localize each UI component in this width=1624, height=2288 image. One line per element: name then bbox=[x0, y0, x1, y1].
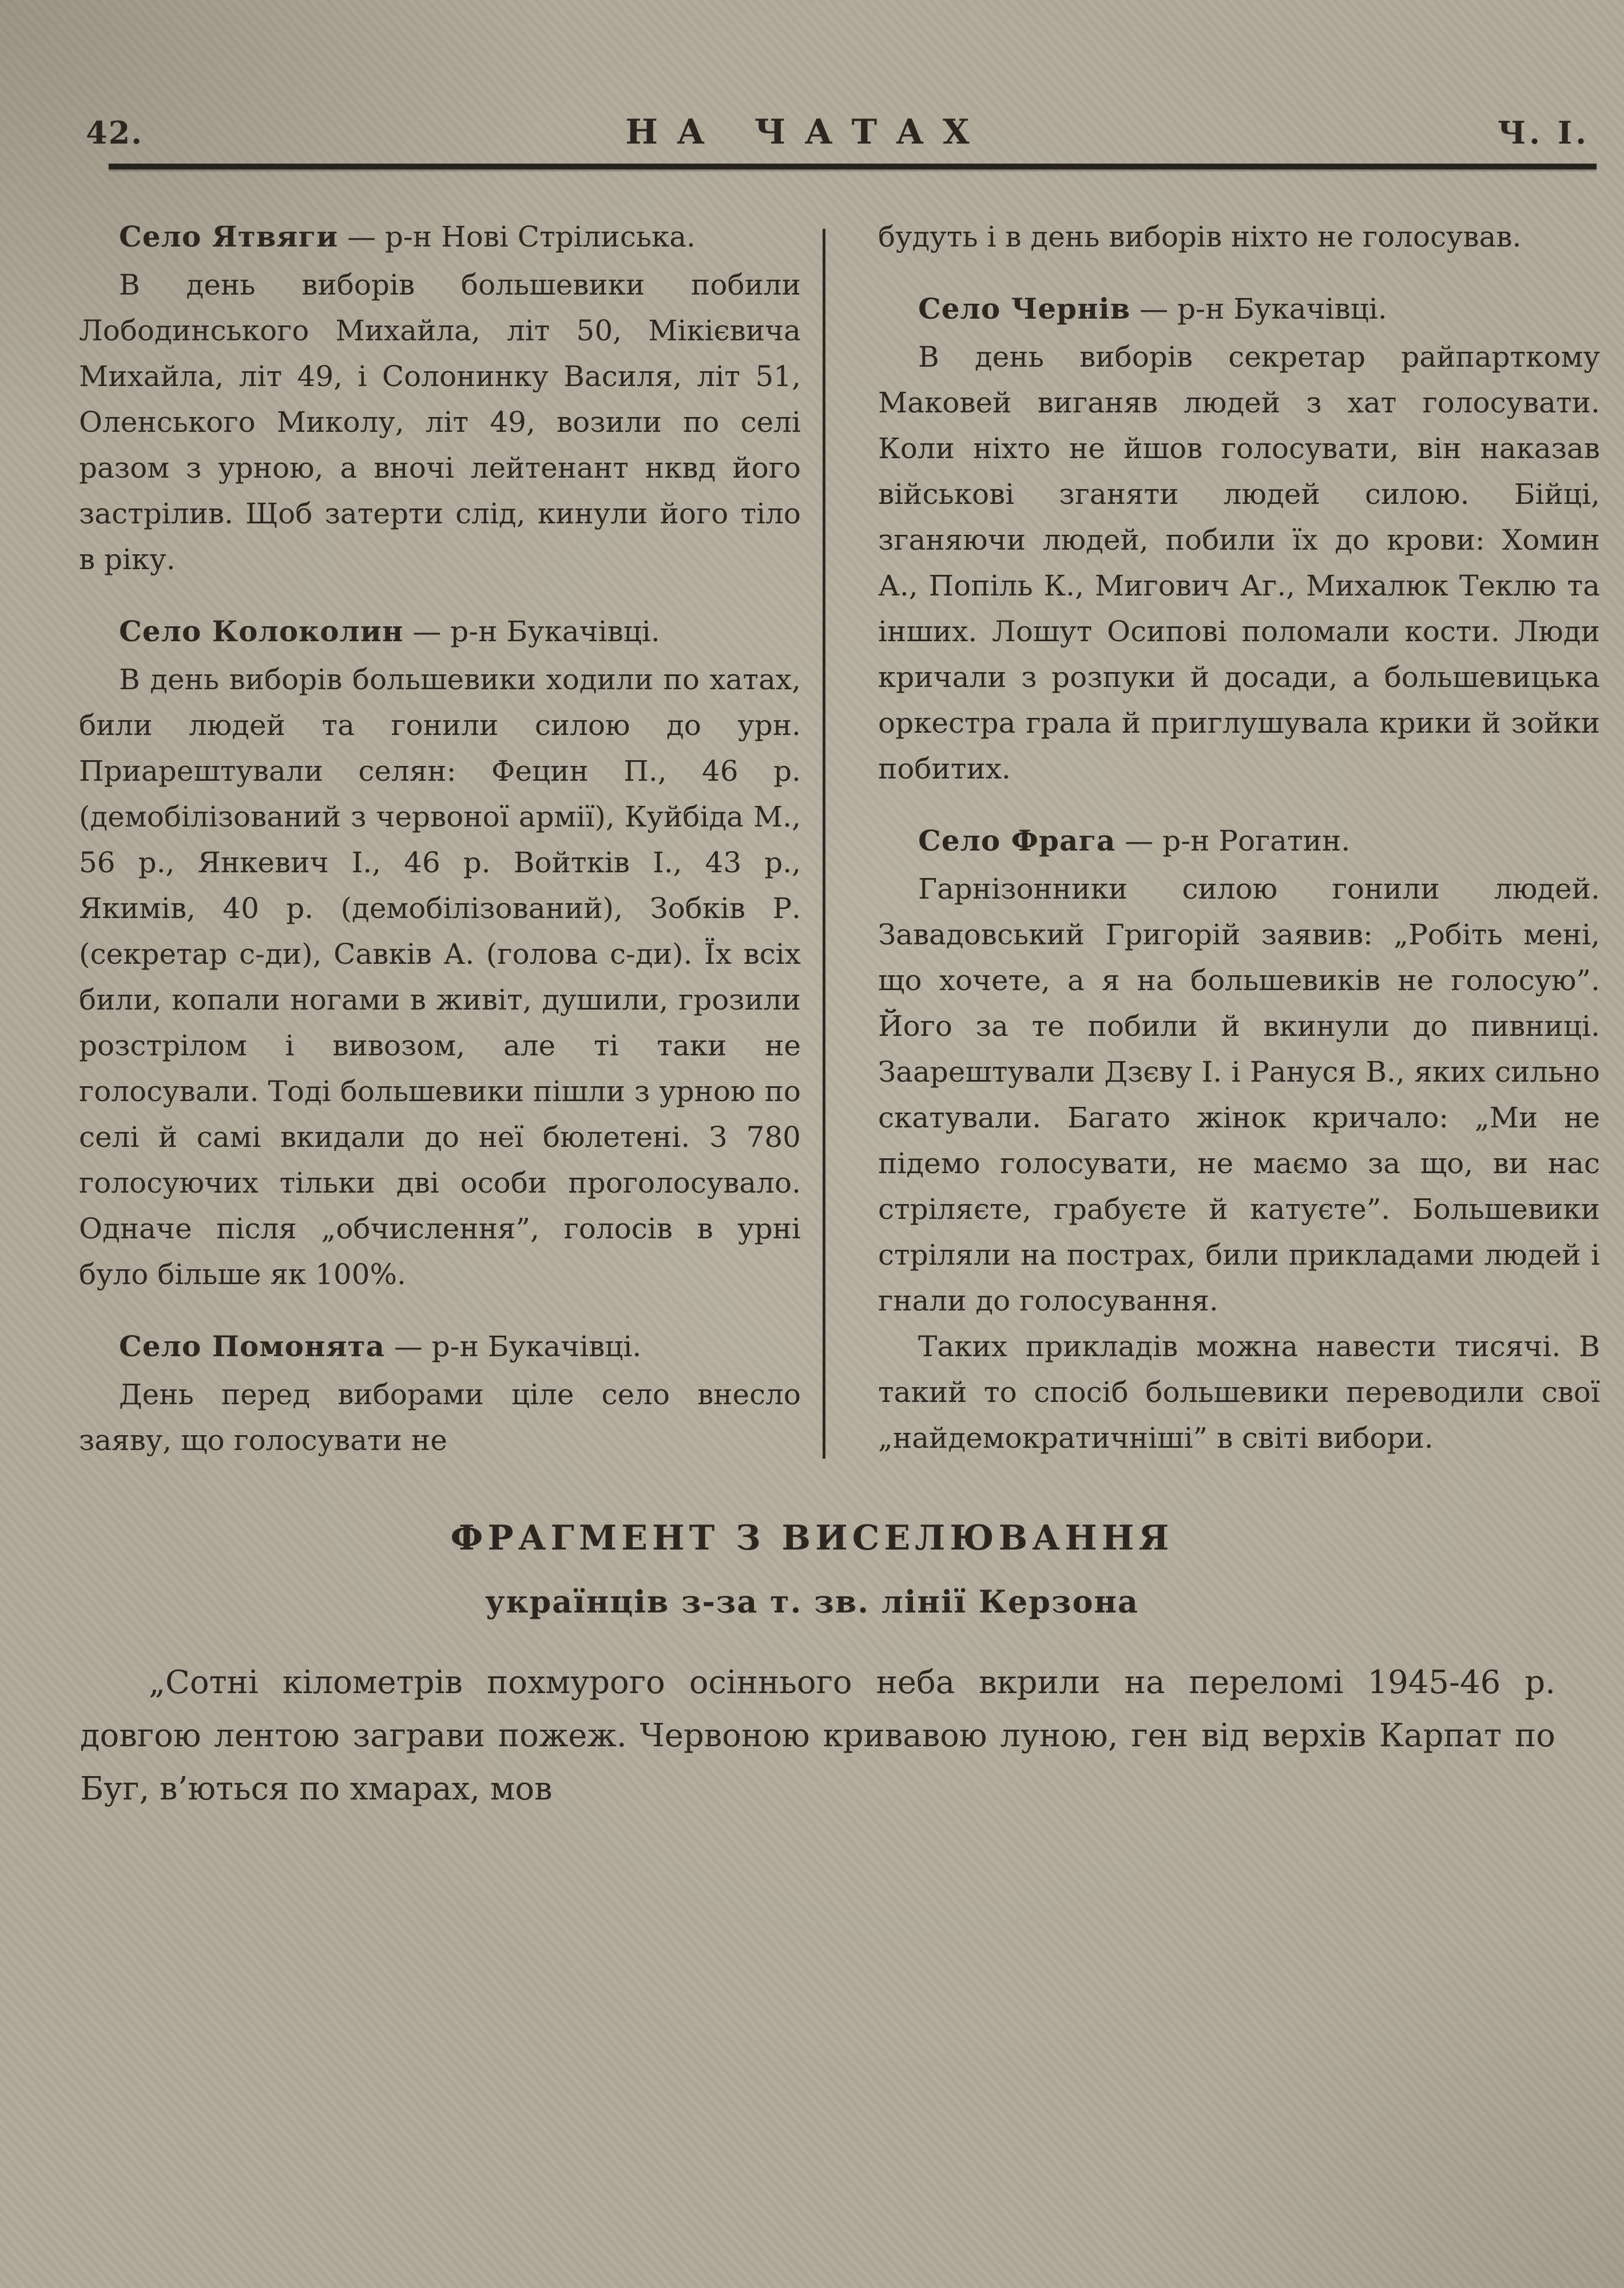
village-name: Село Колоколин bbox=[119, 614, 404, 648]
district-label: — р-н Букачівці. bbox=[403, 615, 660, 648]
district-label: — р-н Рогатин. bbox=[1115, 824, 1351, 857]
village-heading bbox=[79, 214, 801, 260]
village-heading bbox=[79, 609, 801, 654]
right-column bbox=[825, 214, 1600, 1463]
body-paragraph: В день виборів большевики ходили по хатах, били людей та гонили силою до урн. Приарештували селян: Фецин П., 46 р. (демобілізований з червоної армії), Куйбіда М., 56 р., Янкевич І., 46 р. Войтків І., 43 р., Якимів, 40 р. (демобілізований), Зобків Р. (секретар с-ди), Савків А. (голова с-ди). Їх всіх били, копали ногами в живіт, душили, грозили розстрілом і вивозом, але ті таки не голосували. Тоді большевики пішли з урною по селі й самі вкидали до неї бюлетені. З 780 голосуючих тільки дві особи проголосувало. Одначе після „обчислення”, голосів в урні було більше як 100%. bbox=[79, 663, 801, 1291]
two-column-body bbox=[0, 169, 1624, 1463]
header-rule bbox=[109, 164, 1597, 169]
village-name: Село Ятвяги bbox=[119, 220, 339, 253]
village-name: Село Чернів bbox=[918, 292, 1131, 325]
footer-section bbox=[0, 1518, 1624, 1816]
body-paragraph: День перед виборами ціле село внесло заяву, що голосувати не bbox=[79, 1378, 801, 1457]
body-paragraph-continuation: будуть і в день виборів ніхто не голосував. bbox=[878, 220, 1522, 253]
section-title: ФРАГМЕНТ З ВИСЕЛЮВАННЯ bbox=[450, 1518, 1174, 1558]
section-paragraph: „Сотні кілометрів похмурого осіннього неба вкрили на переломі 1945-46 р. довгою лентою заграви пожеж. Червоною кривавою луною, ген від верхів Карпат по Буг, в’ються по хмарах, мов bbox=[80, 1664, 1555, 1808]
body-paragraph: В день виборів секретар райпарткому Маковей виганяв людей з хат голосувати. Коли ніхто не йшов голосувати, він наказав військові зганяти людей силою. Бійці, зганяючи людей, побили їх до крови: Хомин А., Попіль К., Мигович Аг., Михалюк Теклю та інших. Лошут Осипові поломали кости. Люди кричали з розпуки й досади, а большевицька оркестра грала й приглушувала крики й зойки побитих. bbox=[878, 340, 1600, 785]
masthead-title: НА ЧАТАХ bbox=[625, 112, 988, 152]
body-paragraph: Гарнізонники силою гонили людей. Завадовський Григорій заявив: „Робіть мені, що хочете, а я на большевиків не голосую”. Його за те побили й вкинули до пивниці. Заарештували Дзєву І. і Рануся В., яких сильно скатували. Багато жінок кричало: „Ми не підемо голосувати, не маємо за що, ви нас стріляєте, грабуєте й катуєте”. Большевики стріляли на пострах, били прикладами людей і гнали до голосування. bbox=[878, 872, 1600, 1317]
village-heading bbox=[79, 1324, 801, 1369]
body-paragraph: В день виборів большевики побили Лободинського Михайла, літ 50, Мікієвича Михайла, літ 49, і Солонинку Василя, літ 51, Оленського Миколу, літ 49, возили по селі разом з урною, а вночі лейтенант нквд його застрілив. Щоб затерти слід, кинули його тіло в ріку. bbox=[79, 268, 801, 576]
page-header bbox=[0, 0, 1624, 152]
village-heading bbox=[878, 286, 1600, 332]
issue-number: Ч. І. bbox=[1498, 114, 1590, 151]
village-heading bbox=[878, 818, 1600, 864]
body-paragraph: Таких прикладів можна навести тисячі. В такий то спосіб большевики переводили свої „найдемократичніші” в світі вибори. bbox=[878, 1330, 1600, 1455]
village-name: Село Фрага bbox=[918, 824, 1116, 857]
district-label: — р-н Нові Стрілиська. bbox=[338, 220, 696, 253]
section-subtitle: українців з-за т. зв. лінії Керзона bbox=[485, 1583, 1139, 1620]
left-column bbox=[79, 214, 823, 1463]
district-label: — р-н Букачівці. bbox=[384, 1330, 642, 1363]
district-label: — р-н Букачівці. bbox=[1130, 292, 1387, 325]
page-number: 42. bbox=[86, 114, 143, 151]
village-name: Село Помонята bbox=[119, 1329, 385, 1363]
